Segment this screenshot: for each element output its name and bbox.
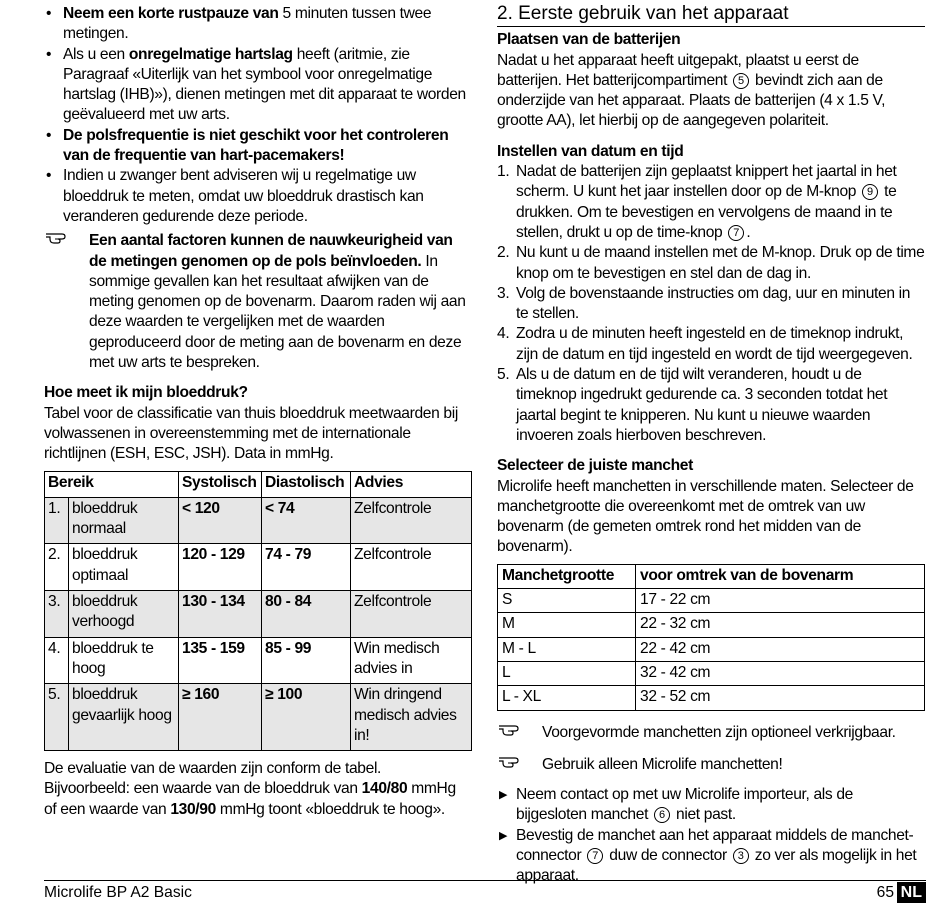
- left-column: [44, 4, 470, 820]
- triangle-bullet-icon: ▶: [499, 789, 508, 802]
- cuff-note: Voorgevormde manchetten zijn optioneel verkrijgbaar.: [497, 723, 925, 743]
- pointing-hand-icon: [497, 720, 529, 738]
- section-heading: Plaatsen van de batterijen: [497, 31, 681, 49]
- list-item: • De polsfrequentie is niet geschikt voor het controleren van de frequentie van hart-pacemakers!: [46, 126, 449, 165]
- table-row: 3. bloeddruk verhoogd 130 - 134 80 - 84 Zelfcontrole: [45, 591, 472, 638]
- list-item: 5. Als u de datum en de tijd wilt veranderen, houdt u de timeknop ingedrukt gedurende ca. 3 seconden totdat het jaartal begint te knipperen. Nu kunt u nieuwe waarden invoeren zoals hierboven beschreven.: [497, 366, 888, 444]
- right-column: [497, 4, 925, 887]
- callout-number: 7: [587, 848, 603, 864]
- list-item: 2. Nu kunt u de maand instellen met de M-knop. Druk op de time knop om te bevestigen en stel dan de dag in.: [497, 244, 925, 282]
- column-header: Diastolisch: [262, 471, 351, 497]
- table-row: 5. bloeddruk gevaarlijk hoog ≥ 160 ≥ 100 Win dringend medisch advies in!: [45, 684, 472, 751]
- section-heading: Instellen van datum en tijd: [497, 142, 684, 160]
- column-header: Bereik: [45, 471, 179, 497]
- list-item: • Neem een korte rustpauze van 5 minuten tussen twee metingen.: [46, 5, 432, 43]
- callout-number: 5: [733, 73, 749, 89]
- list-item: • Indien u zwanger bent adviseren wij u regelmatige uw bloeddruk te meten, omdat uw bloeddruk drastisch kan veranderen gedurende deze periode.: [46, 167, 424, 225]
- column-header: Systolisch: [179, 471, 262, 497]
- triangle-bullet-icon: ▶: [499, 829, 508, 842]
- language-badge: NL: [897, 882, 926, 903]
- section-heading: Hoe meet ik mijn bloeddruk?: [44, 384, 248, 402]
- cuff-size-table: [497, 564, 925, 711]
- battery-text: Nadat u het apparaat heeft uitgepakt, plaatst u eerst de batterijen. Het batterijcompartiment 5 bevindt zich aan de onderzijde van het apparaat. Plaats de batterijen (4 x 1.5 V, grootte AA), let hierbij op de aangegeven polariteit.: [497, 51, 886, 130]
- table-row: 1. bloeddruk normaal < 120 < 74 Zelfcontrole: [45, 497, 472, 544]
- list-item: ▶ Neem contact op met uw Microlife importeur, als de bijgesloten manchet 6 niet past.: [499, 786, 853, 824]
- blood-pressure-table: [44, 471, 472, 752]
- callout-number: 7: [728, 225, 744, 241]
- date-time-steps: [497, 162, 925, 446]
- classification-intro: Tabel voor de classificatie van thuis bloeddruk meetwaarden bij volwassenen in overeenstemming met de internationale richtlijnen (ESH, ESC, JSH). Data in mmHg.: [44, 404, 458, 463]
- footer-title: Microlife BP A2 Basic: [44, 884, 192, 901]
- list-item: ▶ Bevestig de manchet aan het apparaat middels de manchet-connector 7 duw de connector 3 zo ver als mogelijk in het apparaat.: [499, 826, 917, 885]
- column-header: voor omtrek van de bovenarm: [636, 564, 925, 588]
- table-row: L 32 - 42 cm: [498, 661, 925, 685]
- table-row: M - L 22 - 42 cm: [498, 637, 925, 661]
- list-item: 1. Nadat de batterijen zijn geplaatst knippert het jaartal in het scherm. U kunt het jaar instellen door op de M-knop 9 te drukken. Om te bevestigen en vervolgens de maand in te stellen, drukt u op de time-knop 7 .: [497, 163, 897, 241]
- table-row: L - XL 32 - 52 cm: [498, 686, 925, 710]
- chapter-title: 2. Eerste gebruik van het apparaat: [497, 4, 925, 27]
- list-item: 4. Zodra u de minuten heeft ingesteld en de timeknop indrukt, zijn de datum en tijd ingesteld en wordt de tijd weergegeven.: [497, 325, 913, 363]
- table-row: 4. bloeddruk te hoog 135 - 159 85 - 99 Win medisch advies in: [45, 637, 472, 684]
- precaution-list: [44, 4, 470, 227]
- column-header: Advies: [351, 471, 472, 497]
- callout-number: 3: [733, 848, 749, 864]
- pointing-hand-icon: [497, 752, 529, 770]
- cuff-instructions: [497, 785, 925, 886]
- callout-number: 9: [862, 184, 878, 200]
- cuff-note: Gebruik alleen Microlife manchetten!: [497, 755, 925, 775]
- list-item: • Als u een onregelmatige hartslag heeft (aritmie, zie Paragraaf «Uiterlijk van het symbool voor onregelmatige hartslag (IHB)»), dienen metingen met dit apparaat te worden geëvalueerd met uw arts.: [46, 45, 466, 124]
- page-number: 65: [876, 884, 894, 901]
- wrist-accuracy-note: Een aantal factoren kunnen de nauwkeurigheid van de metingen genomen op de pols beïnvloeden. In sommige gevallen kan het resultaat afwijken van de meting genomen op de bovenarm. Daarom raden wij aan deze waarden te vergelijken met de waarden geproduceerd door de meting aan de bovenarm en deze met uw arts te bespreken.: [44, 231, 470, 373]
- cuff-intro: Microlife heeft manchetten in verschillende maten. Selecteer de manchetgrootte die overeenkomt met de omtrek van uw bovenarm (de gemeten omtrek rond het midden van de bovenarm).: [497, 477, 914, 556]
- callout-number: 6: [654, 807, 670, 823]
- evaluation-text: De evaluatie van de waarden zijn conform de tabel. Bijvoorbeeld: een waarde van de bloeddruk van 140/80 mmHg of een waarde van 130/90 mmHg toont «bloeddruk te hoog».: [44, 760, 456, 818]
- table-row: S 17 - 22 cm: [498, 589, 925, 613]
- table-row: M 22 - 32 cm: [498, 613, 925, 637]
- table-row: 2. bloeddruk optimaal 120 - 129 74 - 79 Zelfcontrole: [45, 544, 472, 591]
- column-header: Manchetgrootte: [498, 564, 636, 588]
- section-heading: Selecteer de juiste manchet: [497, 457, 693, 475]
- page-footer: [44, 880, 926, 901]
- pointing-hand-icon: [44, 228, 76, 246]
- list-item: 3. Volg de bovenstaande instructies om dag, uur en minuten in te stellen.: [497, 284, 911, 323]
